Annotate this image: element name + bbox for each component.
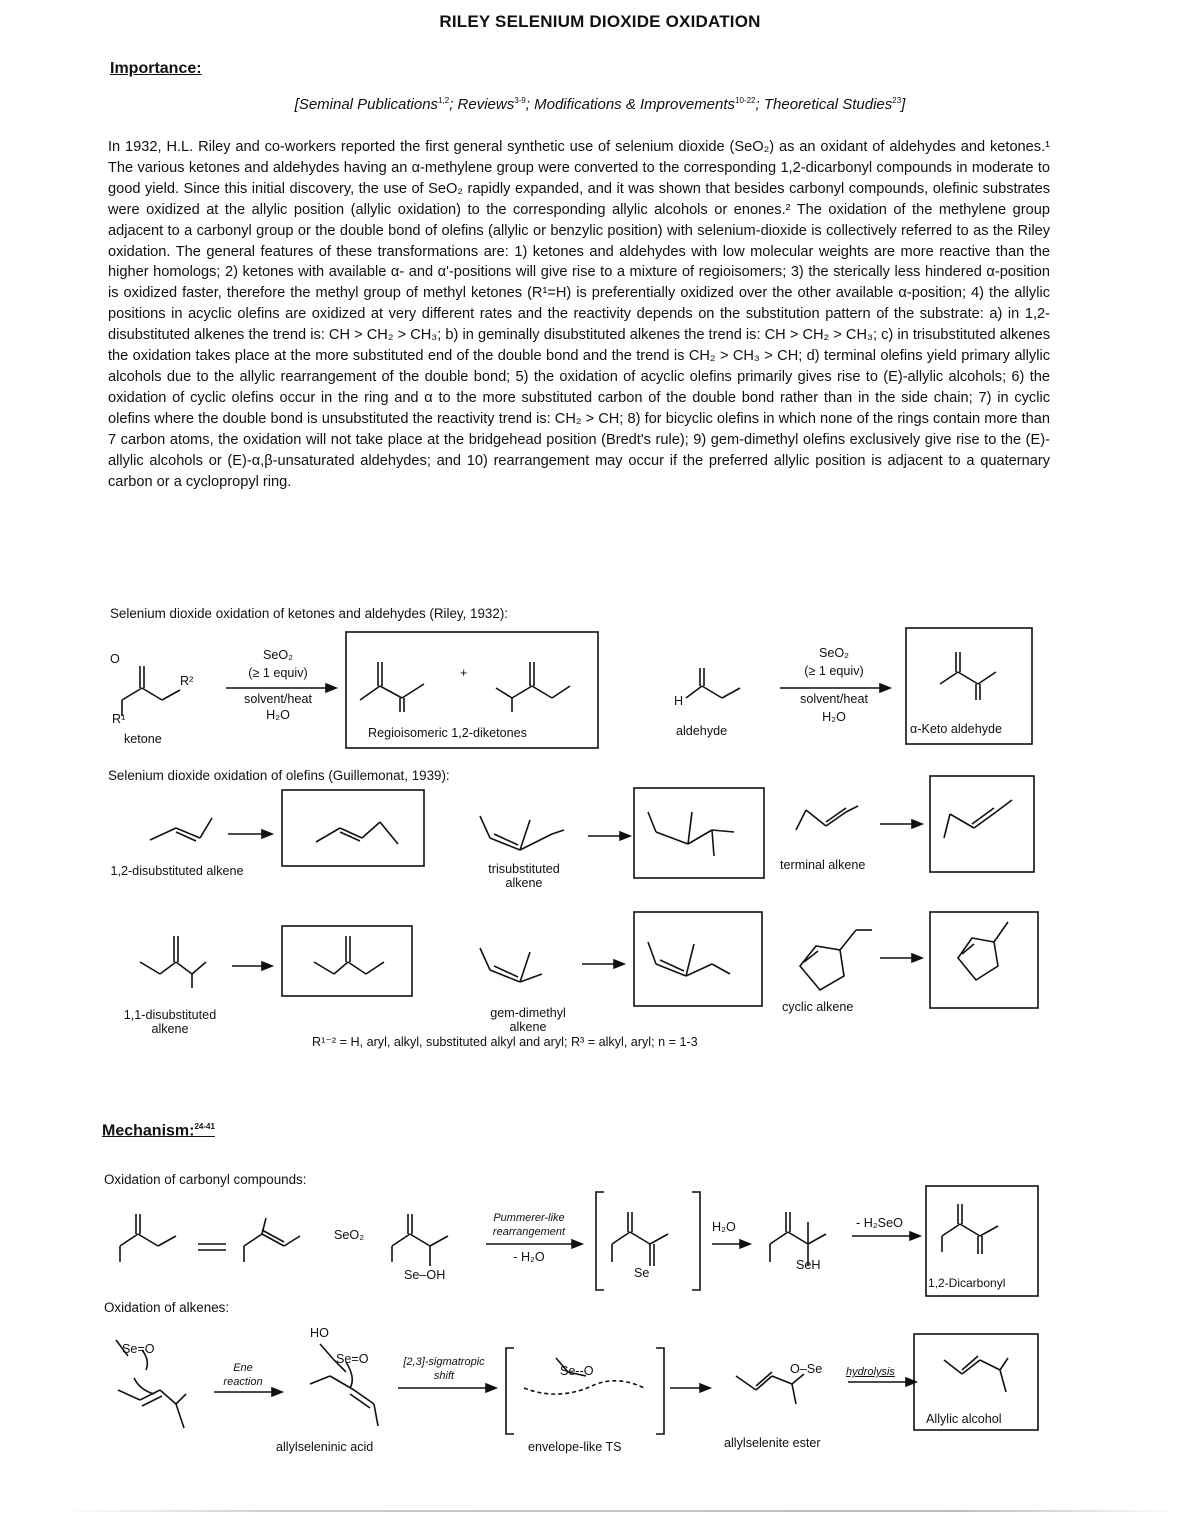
scan-edge-line [60,1510,1180,1512]
disub12-label: 1,2-disubstituted alkene [110,864,244,878]
disub11-label: 1,1-disubstituted alkene [123,1008,217,1036]
allylic-alcohol-label: Allylic alcohol [926,1412,1002,1426]
pummerer-label-b: rearrangement [492,1226,566,1238]
ketone-structure [122,666,180,716]
ref-theory-sup: 23 [892,96,902,105]
mechanism-heading [102,1122,215,1140]
importance-heading: Importance: [110,60,202,77]
ose-label: O–Se [790,1362,823,1376]
reagent-seo2: SeO₂ [262,648,294,662]
seleninic-label: allylseleninic acid [276,1440,374,1454]
substituent-footnote: R¹⁻² = H, aryl, alkyl, substituted alkyl and aryl; R³ = alkyl, aryl; n = 1-3 [312,1035,698,1049]
minus-h2o-label: - H₂O [513,1250,545,1264]
se-label: Se [634,1266,650,1280]
reference-line: [Seminal Publications$^{1,2}$; Reviews$^{3-9}$; Modifications & Improvements$^{10-22}$; Theoretical Studies$^{23}$] [294,96,906,113]
ref-reviews-sup: 3-9 [514,96,526,105]
scheme1-caption: Selenium dioxide oxidation of ketones and aldehydes (Riley, 1932): [110,606,508,621]
alkene-caption: Oxidation of alkenes: [104,1300,230,1315]
carbonyl-caption: Oxidation of carbonyl compounds: [104,1172,307,1187]
reagent2-h2o: H₂O [822,710,846,724]
ref-theory: Theoretical Studies [763,96,893,113]
pummerer-label-a: Pummerer-like [493,1212,565,1224]
ketone-r2-label: R² [180,674,194,688]
ketone-o-label: O [110,652,120,666]
diketones-label: Regioisomeric 1,2-diketones [368,726,527,740]
reagent-solvent: solvent/heat [244,692,312,706]
seh-label: SeH [796,1258,821,1272]
gem-label: gem-dimethyl alkene [490,1006,566,1034]
selenite-label: allylselenite ester [724,1436,821,1450]
ref-reviews: Reviews [457,96,515,113]
terminal-label: terminal alkene [780,858,866,872]
reagent-h2o: H₂O [266,708,290,722]
importance-paragraph: In 1932, H.L. Riley and co-workers reported the first general synthetic use of selenium dioxide (SeO₂) as an oxidant of aldehydes and ketones.¹ The various ketones and aldehydes having an α-methylene group were converted to the corresponding 1,2-dicarbonyl compounds in moderate to good yield. Since this initial discovery, the use of SeO₂ rapidly expanded, and it was shown that besides carbonyl compounds, olefinic substrates were oxidized at the allylic position (allylic oxidation) to the corresponding allylic alcohols or enones.² The oxidation of the methylene group adjacent to a carbonyl group or the double bond of olefins (allylic or benzylic position) with selenium-dioxide is collectively referred to as the Riley oxidation. The general features of these transformations are: 1) ketones and aldehydes with low molecular weights are more reactive than the higher homologs; 2) ketones with available α- and α'-positions will give rise to a mixture of regioisomers; 3) the sterically less hindered α-position is oxidized faster, therefore the methyl group of methyl ketones (R¹=H) is preferentially oxidized over the other available α-position; 4) the allylic positions in acyclic olefins are oxidized at very different rates and the reactivity depends on the substitution pattern of the substrate: a) in 1,2-disubstituted alkenes the trend is: CH > CH₂ > CH₃; b) in geminally disubstituted alkenes the trend is: CH > CH₂ > CH₃; c) in trisubstituted alkenes the oxidation takes place at the more substituted end of the double bond and the trend is CH₂ > CH₃ > CH; d) terminal olefins yield primary allylic alcohols due to the allylic rearrangement of the double bond; 5) the oxidation of acyclic olefins primarily gives rise to (E)-allylic alcohols; 6) the oxidation of cyclic olefins occur in the ring and α to the more substituted carbon of the double bond rather than in the side chain; 7) in cyclic olefins where the double bond is unsubstituted the reactivity trend is: CH₂ > CH; 8) for bicyclic olefins in which none of the rings contain more than 7 carbon atoms, the oxidation will not take place at the bridgehead position (Bredt's rule); 9) gem-dimethyl olefins exclusively give rise to the (E)-allylic alcohols or (E)-α,β-unsaturated aldehydes; and 10) rearrangement may occur if the preferred allylic position is adjacent to a quaternary carbon or a cyclopropyl ring. [108,139,1050,490]
reagent2-equiv: (≥ 1 equiv) [804,664,864,678]
reagent2-solvent: solvent/heat [800,692,868,706]
cyclic-label: cyclic alkene [782,1000,854,1014]
seo2-label: SeO₂ [334,1228,365,1242]
mechanism-title: Mechanism: [102,1122,195,1140]
aldehyde-h-label: H [674,694,684,708]
minus-h2seo-label: - H₂SeO [856,1216,903,1230]
ketone-label: ketone [124,732,162,746]
reagent-equiv: (≥ 1 equiv) [248,666,308,680]
keto-aldehyde-label: α-Keto aldehyde [910,722,1002,736]
sigma-label-b: shift [433,1370,455,1382]
ref-mods: Modifications & Improvements [534,96,736,113]
ref-mods-sup: 10-22 [735,96,756,105]
ts-se-label: Se--O [560,1364,594,1378]
aldehyde-structure [686,668,740,698]
dicarbonyl-label: 1,2-Dicarbonyl [928,1276,1006,1290]
se-o-label: Se=O [122,1342,155,1356]
mechanism-sup: 24-41 [194,1122,215,1131]
envelope-label: envelope-like TS [528,1440,622,1454]
h2o-label: H₂O [712,1220,736,1234]
ene-label-b: reaction [223,1376,263,1388]
plus-sign: + [460,666,468,680]
sigma-label-a: [2,3]-sigmatropic [403,1356,485,1368]
ref-seminal-sup: 1,2 [438,96,450,105]
trisub-label: trisubstituted alkene [488,862,560,890]
seoh-label: Se–OH [404,1268,446,1282]
reagent2-seo2: SeO₂ [818,646,850,660]
scheme2-caption: Selenium dioxide oxidation of olefins (Guillemonat, 1939): [108,768,450,783]
seleninic-se-label: Se=O [336,1352,369,1366]
hydrolysis-label: hydrolysis [846,1366,895,1378]
ketone-r1-label: R¹ [112,712,126,726]
keto-aldehyde-structure [940,652,996,700]
aldehyde-label: aldehyde [676,724,728,738]
ho-label: HO [310,1326,329,1340]
ref-seminal: Seminal Publications [298,96,439,113]
page-title: RILEY SELENIUM DIOXIDE OXIDATION [439,12,761,31]
ene-label-a: Ene [233,1362,253,1374]
